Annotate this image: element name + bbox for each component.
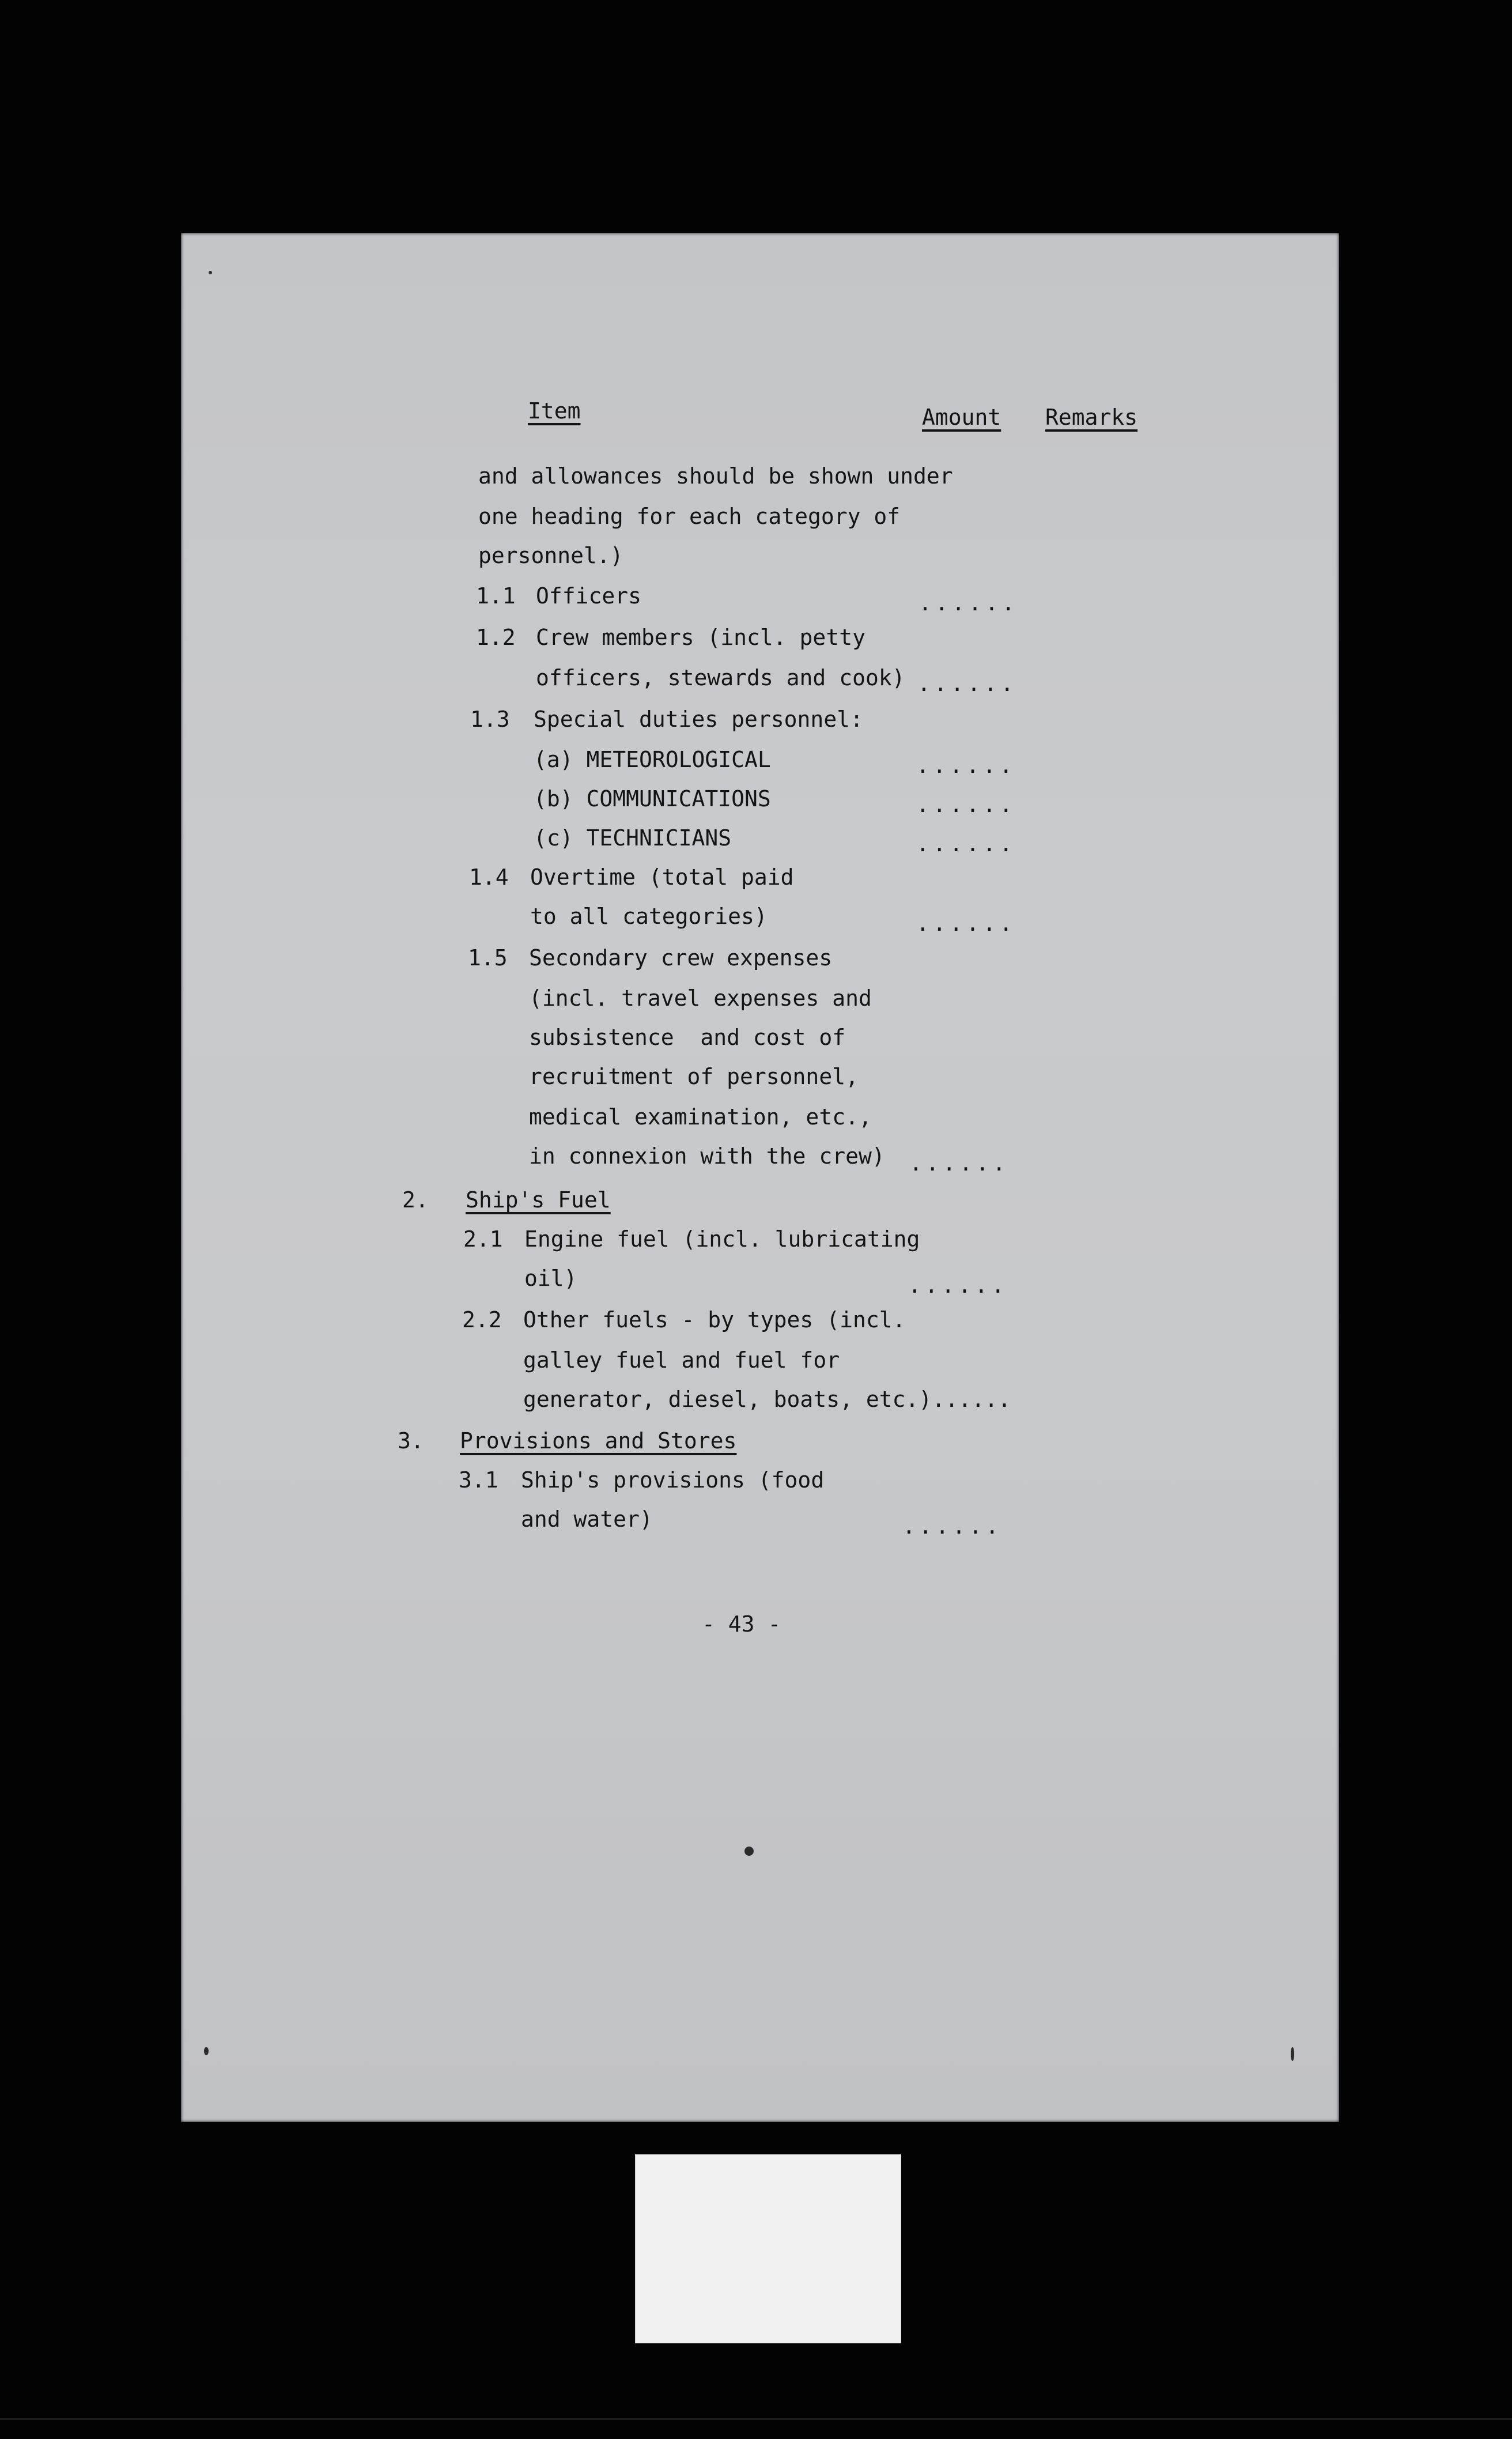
item-text: medical examination, etc., bbox=[529, 1104, 872, 1130]
item-text: (b) COMMUNICATIONS bbox=[534, 786, 771, 811]
amount-leader: ...... bbox=[916, 831, 1016, 856]
item-text: recruitment of personnel, bbox=[529, 1064, 859, 1089]
section-number: 3. bbox=[398, 1428, 424, 1453]
item-text: Overtime (total paid bbox=[530, 864, 794, 890]
item-text: (c) TECHNICIANS bbox=[534, 825, 732, 851]
amount-leader: ...... bbox=[918, 590, 1019, 616]
amount-leader: ...... bbox=[917, 671, 1018, 696]
item-text: generator, diesel, boats, etc.)...... bbox=[523, 1387, 1011, 1412]
section-heading: Ship's Fuel bbox=[466, 1187, 611, 1213]
page-number: - 43 - bbox=[702, 1611, 781, 1637]
section-heading: Provisions and Stores bbox=[460, 1428, 737, 1453]
item-number: 2.2 bbox=[462, 1307, 502, 1332]
item-text: and water) bbox=[521, 1507, 653, 1532]
item-number: 1.2 bbox=[476, 625, 516, 650]
intro-line: personnel.) bbox=[478, 543, 623, 568]
item-number: 1.1 bbox=[476, 583, 516, 609]
column-header-remarks: Remarks bbox=[1045, 405, 1138, 430]
amount-leader: ...... bbox=[909, 1150, 1010, 1176]
item-number: 1.4 bbox=[469, 864, 509, 890]
divider bbox=[0, 2418, 1512, 2420]
item-number: 2.1 bbox=[463, 1226, 503, 1252]
item-text: (a) METEOROLOGICAL bbox=[534, 747, 771, 772]
document-page bbox=[181, 233, 1339, 2122]
item-text: in connexion with the crew) bbox=[529, 1143, 885, 1169]
scan-speck bbox=[1291, 2047, 1294, 2061]
item-text: subsistence and cost of bbox=[529, 1025, 846, 1050]
item-text: Crew members (incl. petty bbox=[536, 625, 865, 650]
amount-leader: ...... bbox=[916, 792, 1016, 817]
item-text: to all categories) bbox=[530, 904, 768, 929]
amount-leader: ...... bbox=[902, 1513, 1003, 1539]
item-text: Officers bbox=[536, 583, 642, 609]
amount-leader: ...... bbox=[916, 753, 1016, 778]
scan-speck bbox=[204, 2047, 209, 2055]
blank-card bbox=[635, 2154, 901, 2343]
item-number: 3.1 bbox=[459, 1467, 498, 1493]
item-text: officers, stewards and cook) bbox=[536, 665, 905, 690]
intro-line: one heading for each category of bbox=[478, 504, 901, 529]
section-number: 2. bbox=[402, 1187, 429, 1213]
item-number: 1.3 bbox=[470, 707, 510, 732]
item-number: 1.5 bbox=[468, 945, 508, 971]
amount-leader: ...... bbox=[908, 1273, 1008, 1298]
item-text: oil) bbox=[524, 1266, 577, 1291]
item-text: Ship's provisions (food bbox=[521, 1467, 825, 1493]
item-text: Secondary crew expenses bbox=[529, 945, 833, 971]
column-header-amount: Amount bbox=[922, 405, 1001, 430]
scan-speck bbox=[209, 271, 212, 274]
item-text: galley fuel and fuel for bbox=[523, 1347, 840, 1373]
item-text: Engine fuel (incl. lubricating bbox=[524, 1226, 920, 1252]
item-text: Other fuels - by types (incl. bbox=[523, 1307, 906, 1332]
amount-leader: ...... bbox=[916, 911, 1016, 936]
scan-speck bbox=[744, 1847, 754, 1856]
intro-line: and allowances should be shown under bbox=[478, 463, 953, 489]
item-text: (incl. travel expenses and bbox=[529, 986, 872, 1011]
item-text: Special duties personnel: bbox=[534, 707, 863, 732]
column-header-item: Item bbox=[528, 398, 581, 424]
